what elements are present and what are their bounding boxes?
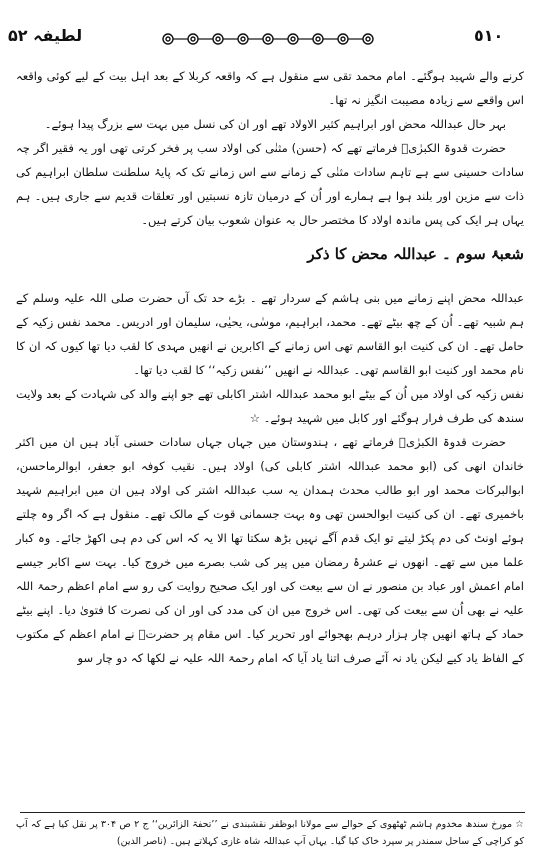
page-number: ٥١٠ [474,26,504,45]
decorative-ornament-border [160,32,380,46]
footnote-divider [20,812,525,813]
paragraph: عبداللہ محض اپنے زمانے میں بنی ہاشم کے سردار تھے ۔ بڑے حد تک آں حضرت صلی اللہ علیہ وسلم کے ہم شبیہ تھے۔ اُن کے چھ بیٹے تھے۔ محمد، ابراہیم، موسٰی، یحیٰی، سلیمان اور ادریس۔ محمد نفس زکیہ کے حامل تھے۔ ان کی کنیت ابو القاسم تھی اس زمانے کے اکابرین نے انھیں مہدی کا لقب دیا تھا کیوں کہ ان کا نام محمد اور کنیت ابو القاسم تھی۔ عبداللہ نے انھیں ’’نفس زکیہ‘‘ کا لقب دیا تھا۔ [16,291,524,377]
main-text [16,64,524,670]
footnote: ☆ مورخ سندھ مخدوم ہاشم ٹھٹھوی کے حوالے سے مولانا ابوظفر نقشبندی نے ’’تحفۃ الزائرین‘‘ ج ۲ ص ۳۰۴ پر نقل کیا ہے کہ آپ کو کراچی کے ساحل سمندر پر سپرد خاک کیا گیا۔ یہاں آپ عبداللہ شاہ غازی کہلاتے ہیں۔ (ناصر الدین) [16,819,524,847]
paragraph: بہر حال عبداللہ محض اور ابراہیم کثیر الاولاد تھے اور ان کی نسل میں بہت سے بزرگ پیدا ہوئے۔ [44,117,506,131]
running-section-title: لطیفہ ۵۲ [8,26,83,45]
paragraph: کرنے والے شہید ہوگئے۔ امام محمد تقی سے منقول ہے کہ واقعہ کربلا کے بعد اہل بیت کے لیے کوئی واقعہ اس واقعے سے زیادہ مصیبت انگیز نہ تھا۔ [16,69,524,107]
paragraph: نفس زکیہ کی اولاد میں اُن کے بیٹے ابو محمد عبداللہ اشتر اکابلی تھے جو اپنے والد کی شہادت کے بعد ولایت سندھ کی طرف فرار ہوگئے اور کابل میں شہید ہوئے۔ ☆ [16,387,524,425]
paragraph: حضرت قدوۃ الکبرٰیؒ فرماتے تھے ، ہندوستان میں جہاں جہاں سادات حسنی آباد ہیں ان میں اکثر خاندان انھی کی (ابو محمد عبداللہ اشتر کابلی کی) اولاد ہیں۔ نقیب کوفہ ابو جعفر، ابوالرماحسن، ابوالبرکات محمد اور ابو طالب محدث ہمدان یہ سب عبداللہ اشتر کی اولاد ہیں ان میں ابراہیم شہید باخمیری تھے۔ ان کی کنیت ابوالحسن تھی وہ بہت جسمانی قوت کے مالک تھے۔ منقول ہے کہ اگر وہ چلتے ہوئے اونٹ کی دم پکڑ لیتے تو ایک قدم آگے نہیں بڑھ سکتا تھا الا یہ کہ اس کی دم ہی اکھڑ جائے۔ وہ کبار علما میں سے تھے۔ انھوں نے عشرۂ رمضان میں پیر کی شب بصرے میں خروج کیا۔ بہت سے اکابر جیسے امام اعمش اور عباد بن منصور نے ان سے بیعت کی اور ایک صحیح روایت کی رو سے امام اعظم رحمۃ اللہ علیہ نے بھی اُن سے بیعت کی تھی۔ اس خروج میں ان کی مدد کی اور ان کی نصرت کا فتویٰ دیا۔ اپنے بیٹے حماد کے ہاتھ انھیں چار ہزار درہم بھجوائے اور تحریر کیا۔ اس مقام پر حضرتؒ نے امام اعظم کے مکتوب کے الفاظ یاد کیے لیکن یاد نہ آئے صرف اتنا یاد آیا کہ امام رحمۃ اللہ علیہ نے لکھا کہ دو چار سو [16,435,524,665]
page-header [0,26,540,52]
paragraph: حضرت قدوۃ الکبرٰیؒ فرماتے تھے کہ (حسن) مثنٰی کی اولاد سب پر فخر کرتی تھی اور یہ فقیر اگر چہ سادات حسینی سے ہے تاہم سادات مثنٰی کے زمانے سے اس زمانے تک کہ پایۂ سلطنت سلطان ابراہیم کی ذات سے مزین اور بلند ہوا ہے ہمارے اور اُن کے درمیان تازہ نسبتیں اور تعلقات قدیم سے جاری ہیں۔ ہم یہاں ہر ایک کی پس ماندہ اولاد کا مختصر حال بہ عنوان شعوب بیان کرتے ہیں۔ [16,141,524,227]
section-heading: شعبۂ سوم ۔ عبداللہ محض کا ذکر [307,245,524,263]
